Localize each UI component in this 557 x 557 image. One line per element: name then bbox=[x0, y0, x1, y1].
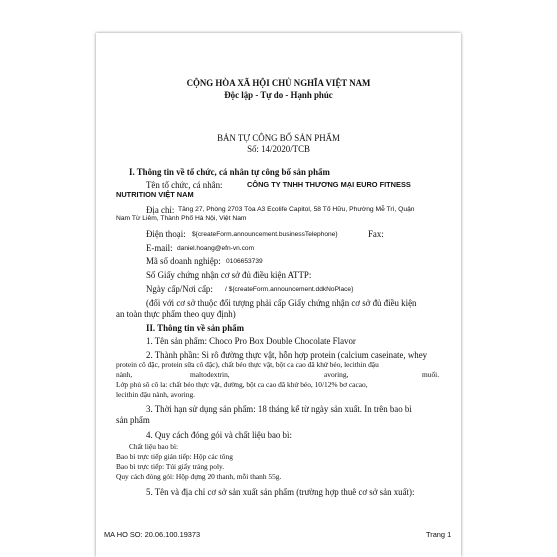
ingredients-line-3-c: avoring, bbox=[324, 370, 349, 379]
ingredients-line-1: 2. Thành phần: Si rô đường thực vật, hỗn hợp protein (calcium caseinate, whey bbox=[146, 350, 428, 360]
issue-date-label: Ngày cấp/Nơi cấp: bbox=[146, 284, 213, 294]
org-name-line-2: NUTRITION VIỆT NAM bbox=[116, 190, 194, 199]
tax-code-value: 0106653739 bbox=[226, 258, 263, 265]
packaging-spec: Quy cách đóng gói: Hộp đựng 20 thanh, mỗi thanh 55g. bbox=[116, 472, 282, 481]
cert-note-line-2: an toàn thực phẩm theo quy định) bbox=[116, 309, 236, 319]
packaging-material-label: Chất liệu bao bì: bbox=[129, 442, 179, 451]
packaging-direct: Bao bì trực tiếp: Túi giấy tráng poly. bbox=[116, 462, 225, 471]
ingredients-line-5: lecithin đậu nành, avoring. bbox=[116, 390, 196, 399]
record-number: MA HO SO: 20.06.100.19373 bbox=[104, 530, 201, 539]
shelf-life-line-1: 3. Thời hạn sử dụng sản phẩm: 18 tháng kể từ ngày sản xuất. In trên bao bì bbox=[146, 404, 412, 414]
phone-value: ${createForm.announcement.businessTelephone} bbox=[192, 231, 338, 238]
product-name: 1. Tên sản phẩm: Choco Pro Box Double Chocolate Flavor bbox=[146, 336, 356, 346]
national-title: CỘNG HÒA XÃ HỘI CHỦ NGHĨA VIỆT NAM bbox=[186, 78, 371, 88]
section-2-heading: II. Thông tin về sản phẩm bbox=[146, 323, 244, 333]
ingredients-line-3-d: muối. bbox=[422, 370, 440, 379]
address-line-1: Tầng 27, Phòng 2703 Tòa A3 Ecolife Capitol, 58 Tố Hữu, Phường Mễ Trì, Quận bbox=[178, 206, 415, 213]
ingredients-line-3-b: maltodextrin, bbox=[190, 370, 230, 379]
ingredients-line-4: Lớp phủ sô cô la: chất béo thực vật, đường, bột ca cao đã khử béo, 10/12% bơ cacao, bbox=[116, 380, 368, 389]
document-page bbox=[96, 33, 461, 557]
manufacturer-heading: 5. Tên và địa chỉ cơ sở sản xuất sản phẩm (trường hợp thuê cơ sở sản xuất): bbox=[146, 487, 415, 497]
packaging-indirect: Bao bì trực tiếp gián tiếp: Hộp các tông bbox=[116, 452, 233, 461]
national-motto: Độc lập - Tự do - Hạnh phúc bbox=[224, 90, 333, 100]
address-line-2: Nam Từ Liêm, Thành Phố Hà Nội, Việt Nam bbox=[116, 215, 247, 222]
ingredients-line-2: protein cô đặc, protein sữa cô đặc), chất béo thực vật, bột ca cao đã khử béo, lecithin đậu bbox=[116, 360, 379, 369]
shelf-life-line-2: sản phẩm bbox=[116, 415, 150, 425]
section-1-heading: I. Thông tin về tổ chức, cá nhân tự công bố sản phẩm bbox=[129, 167, 330, 177]
tax-code-label: Mã số doanh nghiệp: bbox=[146, 256, 221, 266]
page-number: Trang 1 bbox=[426, 530, 452, 539]
address-label: Địa chỉ: bbox=[146, 205, 175, 215]
issue-date-value: / ${createForm.announcement.ddkNoPlace} bbox=[225, 286, 354, 293]
org-name-line-1: CÔNG TY TNHH THƯƠNG MẠI EURO FITNESS bbox=[247, 180, 411, 189]
org-label: Tên tổ chức, cá nhân: bbox=[146, 180, 223, 190]
food-safety-cert-label: Số Giấy chứng nhận cơ sở đủ điều kiện ATTP: bbox=[146, 270, 312, 280]
phone-label: Điện thoại: bbox=[146, 229, 186, 239]
email-label: E-mail: bbox=[146, 243, 173, 253]
ingredients-line-3-a: nành, bbox=[116, 370, 133, 379]
cert-note-line-1: (đối với cơ sở thuộc đối tượng phải cấp Giấy chứng nhận cơ sở đủ điều kiện bbox=[146, 298, 417, 308]
fax-label: Fax: bbox=[368, 229, 384, 239]
email-value: daniel.hoang@efn-vn.com bbox=[177, 245, 255, 252]
document-number: Số: 14/2020/TCB bbox=[247, 144, 310, 154]
packaging-heading: 4. Quy cách đóng gói và chất liệu bao bì: bbox=[146, 430, 292, 440]
document-title: BẢN TỰ CÔNG BỐ SẢN PHẨM bbox=[217, 133, 340, 143]
